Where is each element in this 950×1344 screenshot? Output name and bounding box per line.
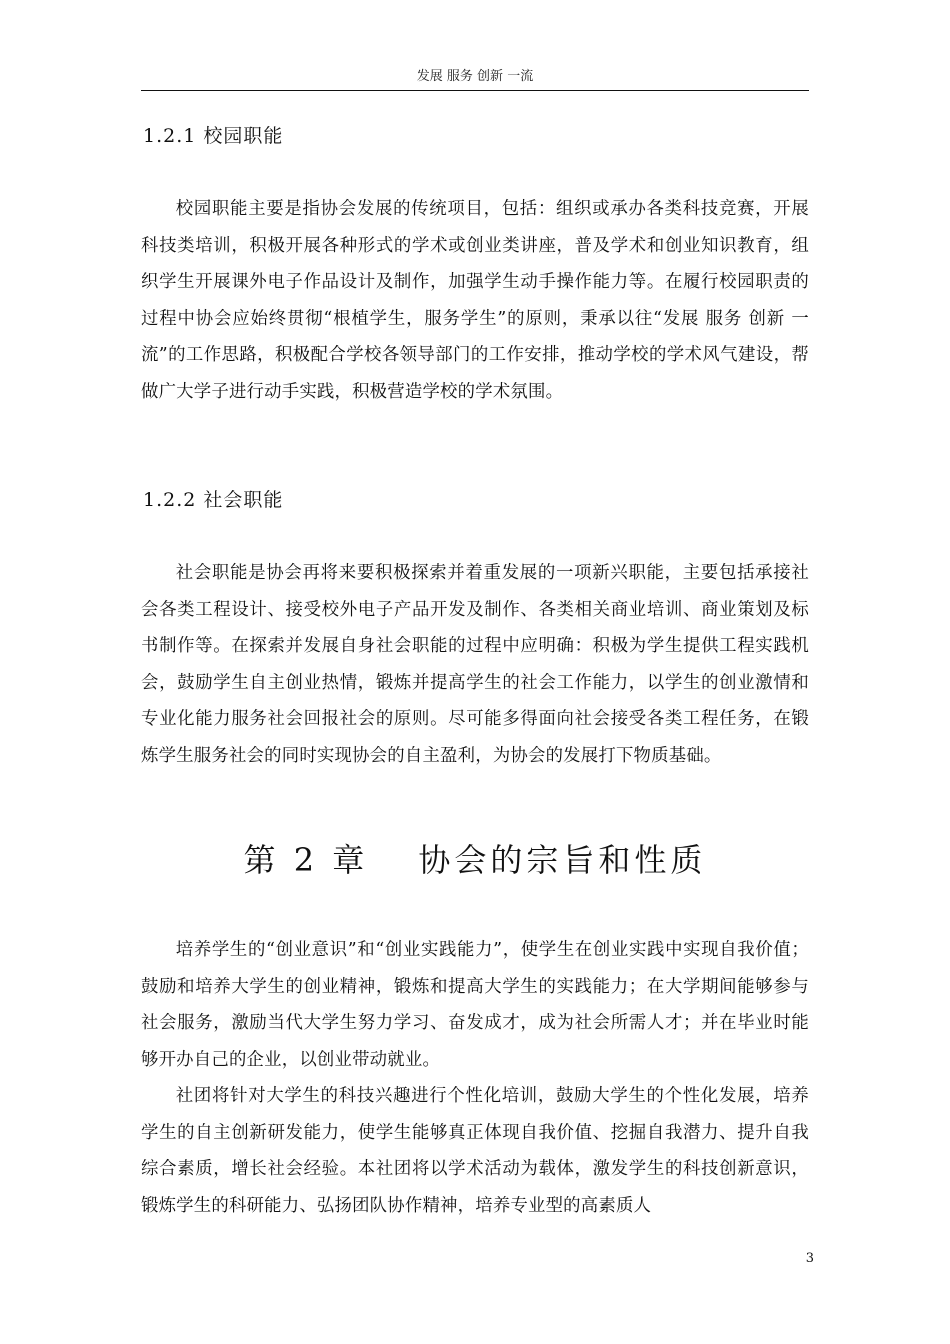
chapter-paragraph-2: 社团将针对大学生的科技兴趣进行个性化培训，鼓励大学生的个性化发展，培养学生的自主创新研发能力，使学生能够真正体现自我价值、挖掘自我潜力、提升自我综合素质，增长社会经验。本社团将以学术活动为载体，激发学生的科技创新意识，锻炼学生的科研能力、弘扬团队协作精神，培养专业型的高素质人 — [141, 1086, 809, 1216]
page-number: 3 — [805, 1251, 814, 1266]
chapter-title: 第 2 章 协会的宗旨和性质 — [243, 841, 707, 879]
section-title-1-2-1: 1.2.1 校园职能 — [143, 125, 284, 147]
page-header — [141, 68, 809, 91]
section-body-1-2-1: 校园职能主要是指协会发展的传统项目，包括：组织或承办各类科技竞赛，开展科技类培训，积极开展各种形式的学术或创业类讲座，普及学术和创业知识教育，组织学生开展课外电子作品设计及制作，加强学生动手操作能力等。在履行校园职责的过程中协会应始终贯彻“根植学生，服务学生”的原则，秉承以往“发展 服务 创新 一流”的工作思路，积极配合学校各领导部门的工作安排，推动学校的学术风气建设，帮做广大学子进行动手实践，积极营造学校的学术氛围。 — [141, 199, 809, 402]
header-motto: 发展 服务 创新 一流 — [416, 69, 534, 84]
section-body-1-2-2: 社会职能是协会再将来要积极探索并着重发展的一项新兴职能，主要包括承接社会各类工程设计、接受校外电子产品开发及制作、各类相关商业培训、商业策划及标书制作等。在探索并发展自身社会职能的过程中应明确：积极为学生提供工程实践机会，鼓励学生自主创业热情，锻炼并提高学生的社会工作能力，以学生的创业激情和专业化能力服务社会回报社会的原则。尽可能多得面向社会接受各类工程任务，在锻炼学生服务社会的同时实现协会的自主盈利，为协会的发展打下物质基础。 — [141, 563, 809, 766]
chapter-paragraph-1: 培养学生的“创业意识”和“创业实践能力”，使学生在创业实践中实现自我价值；鼓励和培养大学生的创业精神，锻炼和提高大学生的实践能力；在大学期间能够参与社会服务，激励当代大学生努力学习、奋发成才，成为社会所需人才；并在毕业时能够开办自己的企业，以创业带动就业。 — [141, 940, 809, 1070]
section-title-1-2-2: 1.2.2 社会职能 — [143, 489, 284, 511]
